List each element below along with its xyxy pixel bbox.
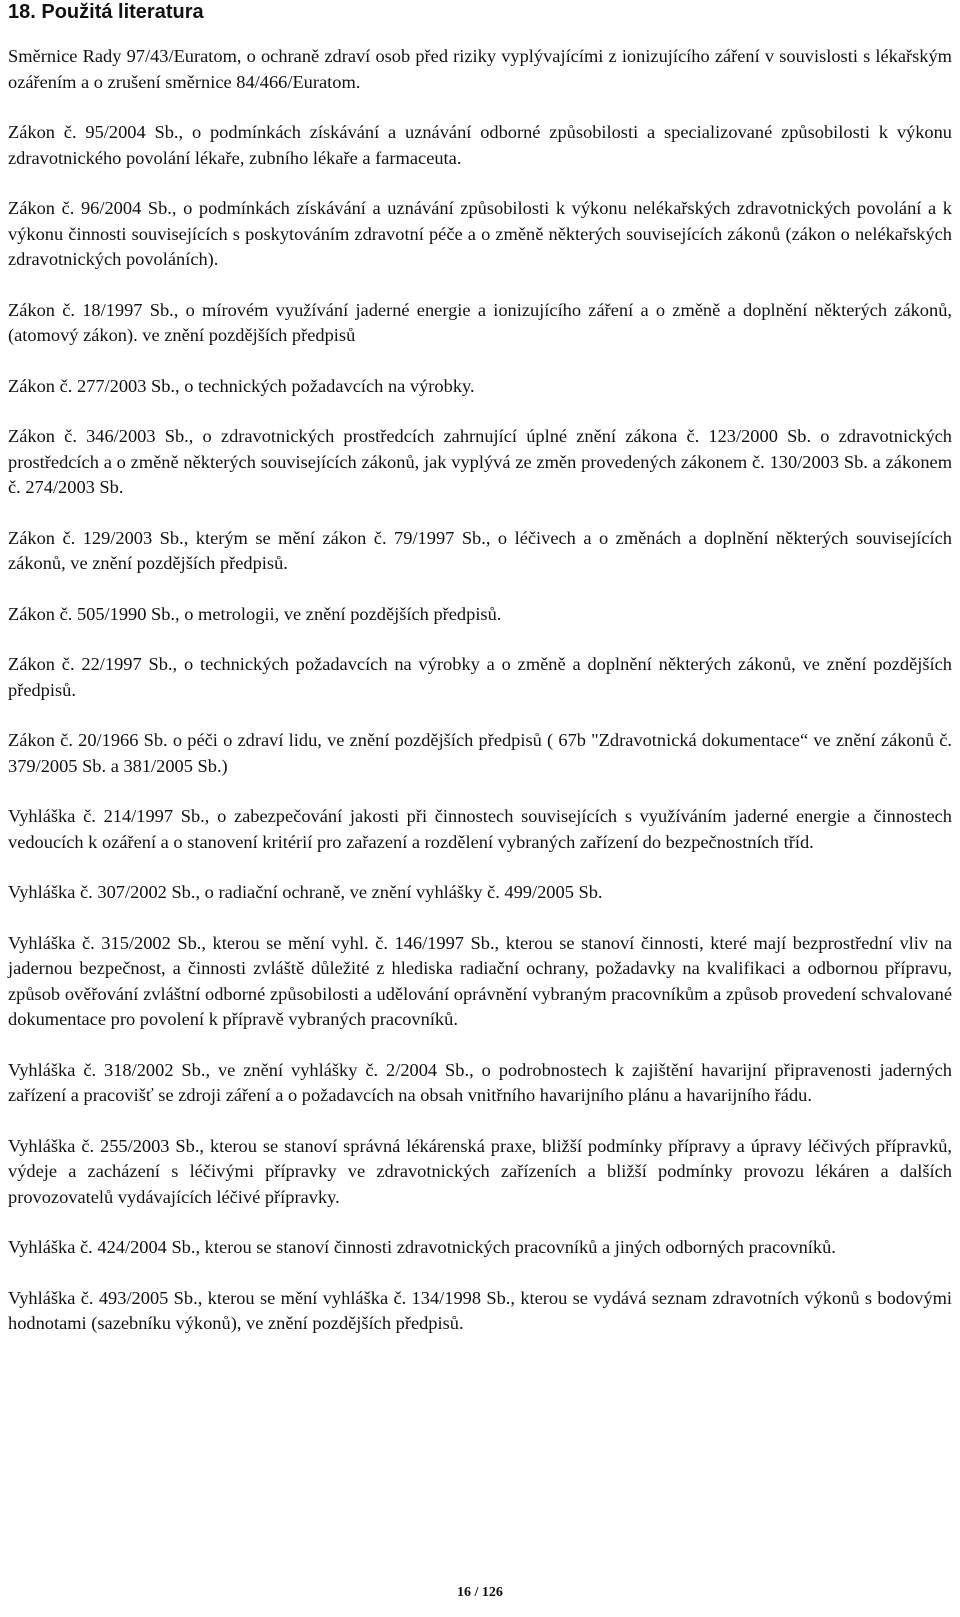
reference-item: Zákon č. 129/2003 Sb., kterým se mění zákon č. 79/1997 Sb., o léčivech a o změnách a doplnění některých souvisejících zákonů, ve znění pozdějších předpisů. [8, 527, 952, 573]
reference-item: Zákon č. 505/1990 Sb., o metrologii, ve znění pozdějších předpisů. [8, 603, 502, 624]
reference-item: Vyhláška č. 255/2003 Sb., kterou se stanoví správná lékárenská praxe, bližší podmínky přípravy a úpravy léčivých přípravků, výdeje a zacházení s léčivými přípravky ve zdravotnických zařízeních a bližší podmínky provozu lékáren a dalších provozovatelů vydávajících léčivé přípravky. [8, 1135, 952, 1207]
reference-item: Vyhláška č. 214/1997 Sb., o zabezpečování jakosti při činnostech souvisejících s využíváním jaderné energie a činnostech vedoucích k ozáření a o stanovení kritérií pro zařazení a rozdělení vybraných zařízení do bezpečnostních tříd. [8, 806, 952, 852]
reference-item: Zákon č. 95/2004 Sb., o podmínkách získávání a uznávání odborné způsobilosti a specializované způsobilosti k výkonu zdravotnického povolání lékaře, zubního lékaře a farmaceuta. [8, 122, 952, 168]
reference-item: Zákon č. 346/2003 Sb., o zdravotnických prostředcích zahrnující úplné znění zákona č. 123/2000 Sb. o zdravotnických prostředcích a o změně některých souvisejících zákonů, jak vyplývá ze změn provedených zákonem č. 130/2003 Sb. a zákonem č. 274/2003 Sb. [8, 426, 952, 497]
reference-item: Vyhláška č. 315/2002 Sb., kterou se mění vyhl. č. 146/1997 Sb., kterou se stanoví činnosti, které mají bezprostřední vliv na jadernou bezpečnost, a činnosti zvláště důležité z hlediska radiační ochrany, požadavky na kvalifikaci a odbornou přípravu, způsob ověřování zvláštní odborné způsobilosti a udělování oprávnění vybraným pracovníkům a způsob provedení schvalované dokumentace pro povolení k přípravě vybraných pracovníků. [8, 932, 952, 1029]
reference-item: Vyhláška č. 318/2002 Sb., ve znění vyhlášky č. 2/2004 Sb., o podrobnostech k zajištění havarijní připravenosti jaderných zařízení a pracovišť se zdroji záření a o požadavcích na obsah vnitřního havarijního plánu a havarijního řádu. [8, 1059, 952, 1105]
reference-list [8, 44, 952, 1337]
page-number: 16 / 126 [457, 1585, 503, 1600]
reference-item: Zákon č. 20/1966 Sb. o péči o zdraví lidu, ve znění pozdějších předpisů ( 67b "Zdravotnická dokumentace“ ve znění zákonů č. 379/2005 Sb. a 381/2005 Sb.) [8, 730, 952, 776]
reference-item: Zákon č. 22/1997 Sb., o technických požadavcích na výrobky a o změně a doplnění některých zákonů, ve znění pozdějších předpisů. [8, 654, 952, 700]
reference-item: Směrnice Rady 97/43/Euratom, o ochraně zdraví osob před riziky vyplývajícími z ionizujícího záření v souvislosti s lékařským ozářením a o zrušení směrnice 84/466/Euratom. [8, 46, 952, 92]
reference-item: Vyhláška č. 424/2004 Sb., kterou se stanoví činnosti zdravotnických pracovníků a jiných odborných pracovníků. [8, 1237, 836, 1257]
reference-item: Zákon č. 96/2004 Sb., o podmínkách získávání a uznávání způsobilosti k výkonu nelékařských zdravotnických povolání a k výkonu činnosti souvisejících s poskytováním zdravotní péče a o změně některých souvisejících zákonů (zákon o nelékařských zdravotnických povoláních). [8, 198, 952, 269]
reference-item: Zákon č. 277/2003 Sb., o technických požadavcích na výrobky. [8, 375, 475, 396]
reference-item: Zákon č. 18/1997 Sb., o mírovém využívání jaderné energie a ionizujícího záření a o změně a doplnění některých zákonů, (atomový zákon). ve znění pozdějších předpisů [8, 299, 952, 345]
reference-item: Vyhláška č. 493/2005 Sb., kterou se mění vyhláška č. 134/1998 Sb., kterou se vydává seznam zdravotních výkonů s bodovými hodnotami (sazebníku výkonů), ve znění pozdějších předpisů. [8, 1287, 952, 1333]
section-heading: 18. Použitá literatura [8, 1, 204, 23]
reference-item: Vyhláška č. 307/2002 Sb., o radiační ochraně, ve znění vyhlášky č. 499/2005 Sb. [8, 882, 603, 902]
